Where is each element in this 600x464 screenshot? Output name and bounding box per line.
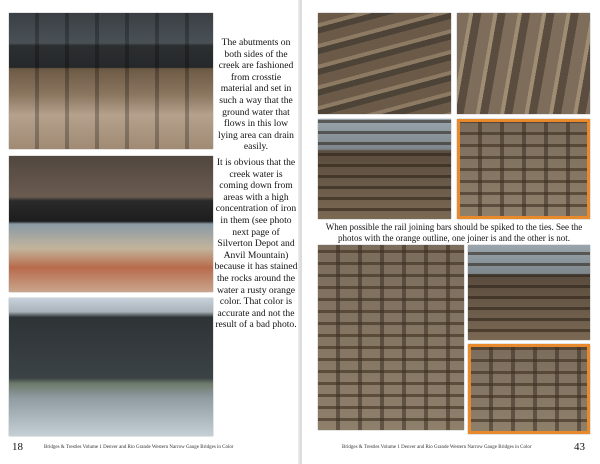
photo-truss-side <box>468 245 590 340</box>
page-number-right: 43 <box>574 441 585 453</box>
right-page <box>302 0 600 464</box>
photo-abutment-1 <box>9 13 213 149</box>
photo-track-ties-1 <box>318 13 451 114</box>
photo-truss-deck <box>318 119 451 219</box>
photo-bridge-creek <box>9 298 213 436</box>
caption-rail-joiner: When possible the rail joining bars should be spiked to the ties. See the photos with the orange outline, one joiner is and the other is not. <box>325 222 583 243</box>
page-number-left: 18 <box>12 441 23 453</box>
photo-rail-joiner-spiked <box>457 119 590 219</box>
paragraph-creek-water: It is obvious that the creek water is coming down from areas with a high concentration of iron in them (see photo next page of Silverton Depot and Anvil Mountain) because it has stained the rocks around the water a rusty orange color. That color is accurate and not the result of a bad photo. <box>214 157 298 331</box>
photo-rail-closeup <box>318 245 464 430</box>
footer-left: Bridges & Trestles Volume 1 Denver and Rio Grande Western Narrow Gauge Bridges in Color <box>44 445 234 450</box>
photo-track-ties-2 <box>457 13 590 114</box>
photo-abutment-2 <box>9 156 213 292</box>
footer-right: Bridges & Trestles Volume 1 Denver and Rio Grande Western Narrow Gauge Bridges in Color <box>342 445 532 450</box>
photo-rail-joiner-not-spiked <box>468 344 590 434</box>
paragraph-abutments: The abutments on both sides of the creek are fashioned from crosstie material and set in such a way that the ground water that flows in this low lying area can drain easily. <box>218 37 294 153</box>
